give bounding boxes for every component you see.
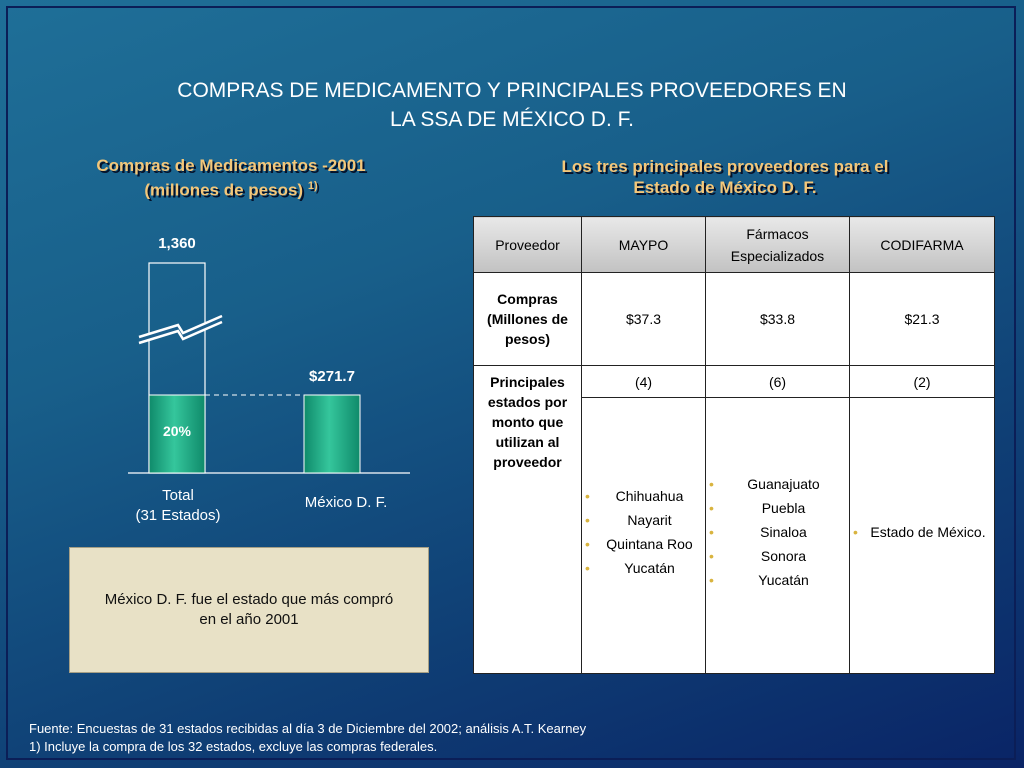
table-subtitle-line-2: Estado de México D. F. xyxy=(633,178,817,197)
state-item: • Nayarit xyxy=(585,512,702,529)
state-item: • Sonora xyxy=(709,548,846,565)
bar-mexico-df xyxy=(304,395,360,473)
state-item: • Puebla xyxy=(709,500,846,517)
header-farmacos: Fármacos Especializados xyxy=(706,217,850,273)
count-maypo: (4) xyxy=(582,366,706,398)
state-item: • Sinaloa xyxy=(709,524,846,541)
compras-maypo: $37.3 xyxy=(582,273,706,366)
table-row-state-count xyxy=(474,366,995,398)
header-maypo: MAYPO xyxy=(582,217,706,273)
table-subtitle xyxy=(505,156,945,198)
state-item: • Yucatán xyxy=(585,560,702,577)
header-proveedor: Proveedor xyxy=(474,217,582,273)
state-item: • Chihuahua xyxy=(585,488,702,505)
slide-title-line-2: LA SSA DE MÉXICO D. F. xyxy=(390,108,634,131)
footnotes xyxy=(29,720,586,756)
row-label-states: Principales estados por monto que utilizan al proveedor xyxy=(474,366,582,674)
callout-text: México D. F. fue el estado que más compró en el año 2001 xyxy=(104,591,394,628)
states-maypo xyxy=(582,398,706,674)
table-subtitle-line-1: Los tres principales proveedores para el xyxy=(561,157,889,176)
row-label-compras: Compras (Millones de pesos) xyxy=(474,273,582,366)
category-label-1-0: México D. F. xyxy=(304,494,388,511)
table-row-compras xyxy=(474,273,995,366)
table-header-row xyxy=(474,217,995,273)
category-label-0-1: (31 Estados) xyxy=(135,507,221,524)
bar-chart xyxy=(0,0,460,540)
footnote-1: 1) Incluye la compra de los 32 estados, excluye las compras federales. xyxy=(29,739,438,754)
state-item: • Estado de México. xyxy=(853,524,991,541)
slide-title-line-1: COMPRAS DE MEDICAMENTO Y PRINCIPALES PROVEEDORES EN xyxy=(177,79,847,102)
highlight-callout xyxy=(69,547,429,673)
state-item: • Yucatán xyxy=(709,572,846,589)
segment-share-label: 20% xyxy=(162,423,192,439)
count-farmacos: (6) xyxy=(706,366,850,398)
footnote-marker: 1) xyxy=(307,180,318,192)
category-label-0-0: Total xyxy=(162,487,194,504)
state-item: • Guanajuato xyxy=(709,476,846,493)
compras-codifarma: $21.3 xyxy=(850,273,995,366)
states-codifarma xyxy=(850,398,995,674)
chart-subtitle-units: (millones de pesos) xyxy=(144,180,304,200)
suppliers-table xyxy=(473,216,995,674)
value-label-mexico-df: $271.7 xyxy=(309,368,355,385)
compras-farmacos: $33.8 xyxy=(706,273,850,366)
states-farmacos xyxy=(706,398,850,674)
state-item: • Quintana Roo xyxy=(585,536,702,553)
chart-subtitle-line-1: Compras de Medicamentos -2001 xyxy=(96,156,366,175)
value-label-total: 1,360 xyxy=(158,235,196,252)
source-note: Fuente: Encuestas de 31 estados recibidas al día 3 de Diciembre del 2002; análisis A.T. Kearney xyxy=(29,721,587,736)
count-codifarma: (2) xyxy=(850,366,995,398)
header-codifarma: CODIFARMA xyxy=(850,217,995,273)
